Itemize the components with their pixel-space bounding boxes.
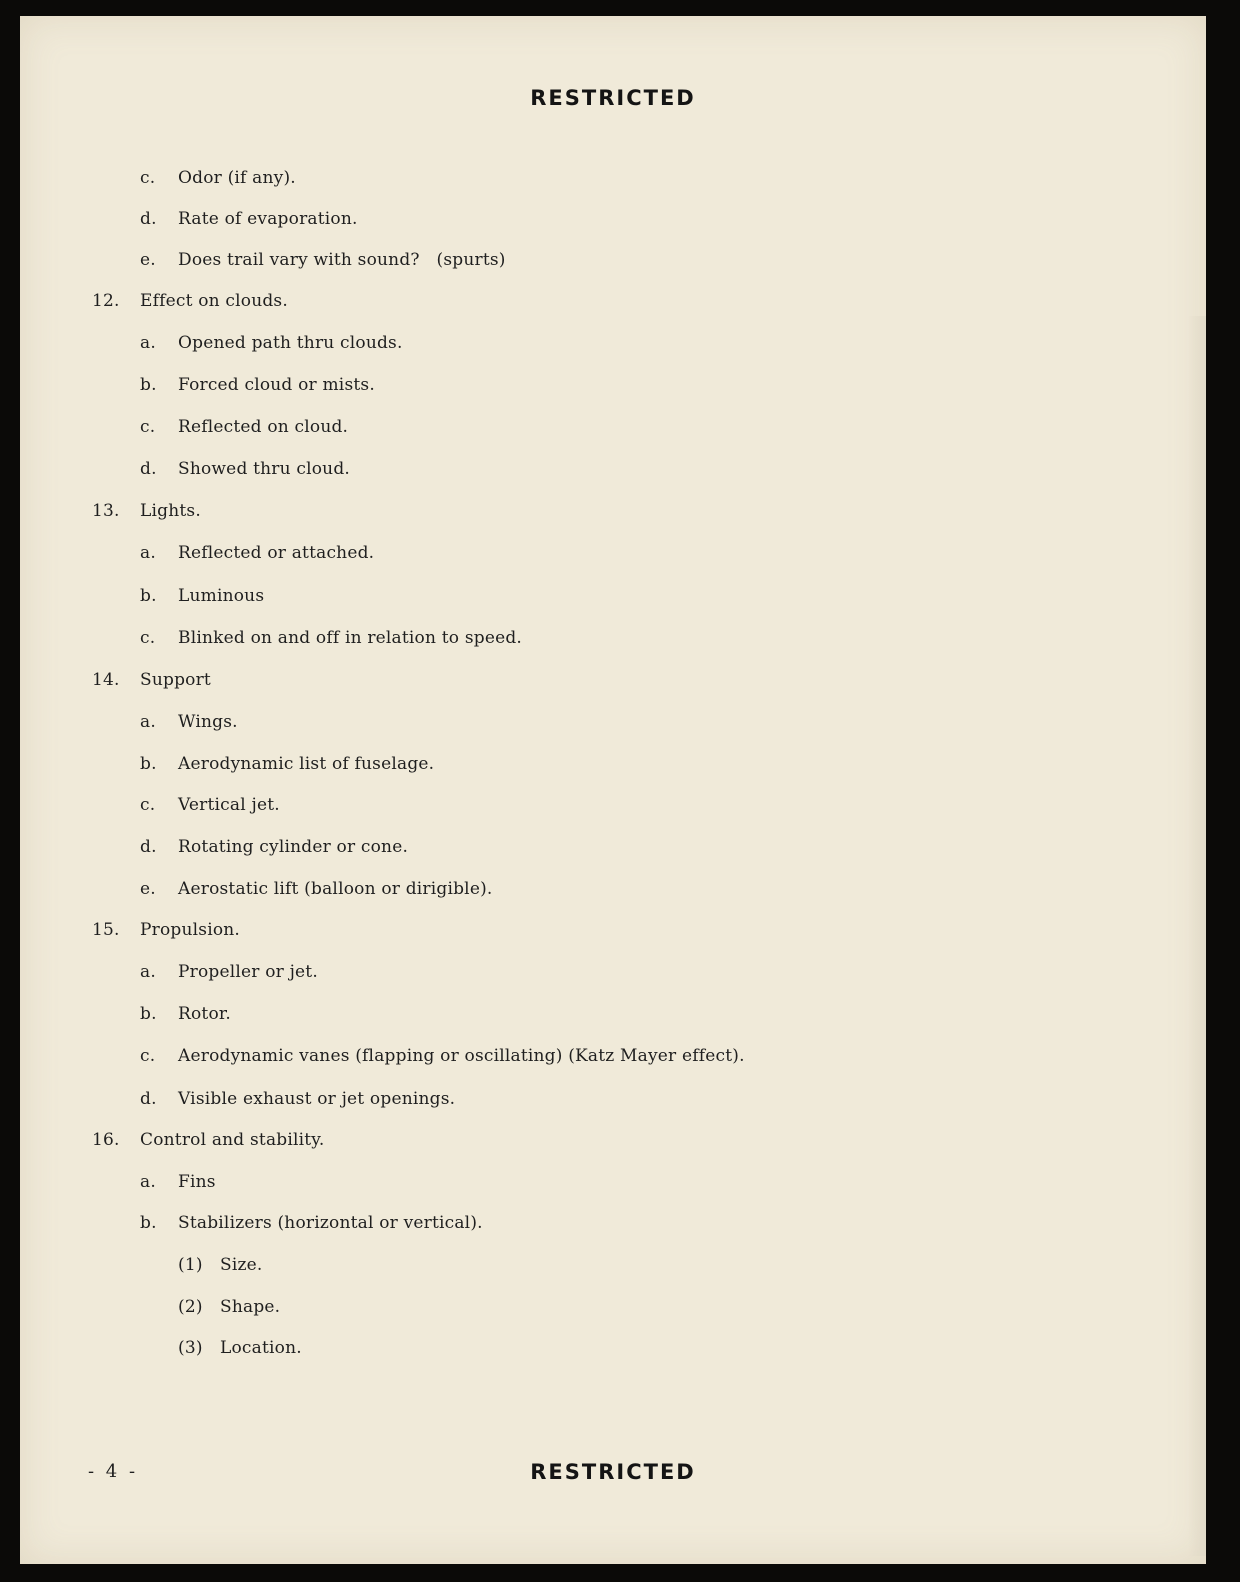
item-marker: (3) <box>178 1338 203 1358</box>
section-title: Control and stability. <box>140 1130 325 1150</box>
list-item <box>140 962 318 982</box>
item-marker: d. <box>140 459 157 479</box>
item-marker: a. <box>140 543 156 563</box>
item-marker: d. <box>140 209 157 229</box>
item-marker: b. <box>140 375 157 395</box>
item-text: Rate of evaporation. <box>178 209 358 229</box>
item-text: Stabilizers (horizontal or vertical). <box>178 1213 483 1233</box>
list-item <box>140 459 350 479</box>
item-marker: c. <box>140 1046 156 1066</box>
item-text: Aerodynamic vanes (flapping or oscillating) (Katz Mayer effect). <box>178 1046 745 1066</box>
list-item <box>140 1172 216 1192</box>
list-item <box>140 250 506 270</box>
section-heading <box>92 670 211 690</box>
document-page <box>20 16 1206 1564</box>
item-marker: e. <box>140 250 156 270</box>
item-text: Forced cloud or mists. <box>178 375 375 395</box>
item-text: Odor (if any). <box>178 168 296 188</box>
item-text: Aerostatic lift (balloon or dirigible). <box>178 879 493 899</box>
list-item <box>140 1213 483 1233</box>
item-text: Aerodynamic list of fuselage. <box>178 754 435 774</box>
item-text: Rotating cylinder or cone. <box>178 837 409 857</box>
item-text: Location. <box>220 1338 302 1358</box>
item-text: Vertical jet. <box>178 795 280 815</box>
section-title: Effect on clouds. <box>140 291 288 311</box>
section-heading <box>92 291 288 311</box>
list-item <box>140 712 238 732</box>
list-item <box>140 375 375 395</box>
item-marker: a. <box>140 333 156 353</box>
item-text: Visible exhaust or jet openings. <box>178 1089 456 1109</box>
list-item <box>140 1089 455 1109</box>
list-item <box>140 795 280 815</box>
item-marker: c. <box>140 628 156 648</box>
item-marker: b. <box>140 754 157 774</box>
item-marker: b. <box>140 1213 157 1233</box>
item-text: Reflected or attached. <box>178 543 375 563</box>
list-item <box>140 586 264 606</box>
list-item <box>140 417 348 437</box>
section-number: 13. <box>92 501 120 521</box>
list-item <box>140 837 408 857</box>
item-marker: c. <box>140 168 156 188</box>
section-number: 12. <box>92 291 120 311</box>
item-marker: d. <box>140 1089 157 1109</box>
list-item <box>140 754 434 774</box>
item-marker: d. <box>140 837 157 857</box>
classification-footer: RESTRICTED <box>530 1460 696 1484</box>
section-heading <box>92 501 201 521</box>
section-number: 14. <box>92 670 120 690</box>
item-text: Does trail vary with sound? (spurts) <box>178 250 506 270</box>
item-text: Propeller or jet. <box>178 962 318 982</box>
section-title: Lights. <box>140 501 201 521</box>
item-text: Opened path thru clouds. <box>178 333 403 353</box>
item-text: Reflected on cloud. <box>178 417 349 437</box>
section-heading <box>92 1130 324 1150</box>
section-title: Propulsion. <box>140 920 241 940</box>
item-marker: c. <box>140 795 156 815</box>
item-text: Shape. <box>220 1297 281 1317</box>
item-marker: a. <box>140 1172 156 1192</box>
list-item <box>140 1046 745 1066</box>
section-number: 16. <box>92 1130 120 1150</box>
sub-list-item <box>178 1297 280 1317</box>
list-item <box>140 209 358 229</box>
list-item <box>140 543 374 563</box>
list-item <box>140 333 403 353</box>
item-text: Luminous <box>178 586 265 606</box>
sub-list-item <box>178 1255 263 1275</box>
item-marker: b. <box>140 586 157 606</box>
item-text: Blinked on and off in relation to speed. <box>178 628 523 648</box>
list-item <box>140 168 296 188</box>
list-item <box>140 1004 231 1024</box>
item-text: Showed thru cloud. <box>178 459 351 479</box>
item-marker: a. <box>140 962 156 982</box>
sub-list-item <box>178 1338 302 1358</box>
item-text: Fins <box>178 1172 216 1192</box>
section-number: 15. <box>92 920 120 940</box>
item-text: Size. <box>220 1255 263 1275</box>
item-marker: b. <box>140 1004 157 1024</box>
section-heading <box>92 920 240 940</box>
item-marker: e. <box>140 879 156 899</box>
item-marker: (2) <box>178 1297 203 1317</box>
item-text: Rotor. <box>178 1004 231 1024</box>
item-marker: a. <box>140 712 156 732</box>
section-title: Support <box>140 670 211 690</box>
list-item <box>140 879 493 899</box>
classification-header: RESTRICTED <box>530 86 696 110</box>
item-marker: (1) <box>178 1255 203 1275</box>
page-number: - 4 - <box>88 1461 139 1482</box>
item-marker: c. <box>140 417 156 437</box>
item-text: Wings. <box>178 712 238 732</box>
list-item <box>140 628 522 648</box>
